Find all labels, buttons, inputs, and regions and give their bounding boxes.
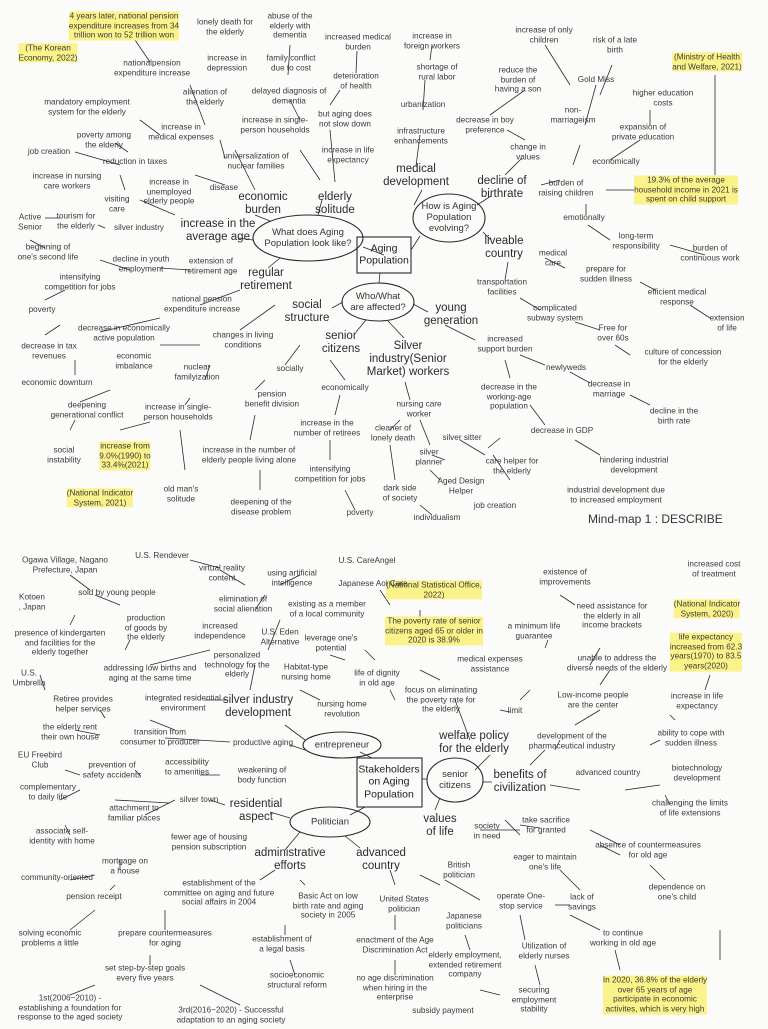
node-job-creation-bottom: job creation [473, 501, 517, 511]
node-higher-education-costs: higher education costs [632, 88, 694, 107]
node-individualism: individualism [413, 513, 461, 523]
node-medical-expenses-assistance: medical expenses assistance [457, 654, 523, 673]
node-infrastructure-enhancements: infrastructure enhancements [394, 126, 448, 145]
node-using-ai: using artificial intelligence [267, 568, 317, 587]
silver-industry-development-node: silver industry development [222, 693, 294, 719]
node-increase-foreign-workers: increase in foreign workers [404, 31, 460, 50]
node-elderly-rent-house: the elderly rent their own house [41, 722, 99, 741]
node-abuse: abuse of the elderly with dementia [267, 11, 313, 40]
node-increase-elderly-alone: increase in the number of elderly people living alone [201, 445, 297, 464]
node-decline-youth-employment: decline in youth employment [112, 254, 170, 273]
node-increase-unemployed: increase in unemployed elderly people [143, 177, 195, 206]
welfare-policy-node: welfare policy for the elderly [439, 729, 509, 755]
node-deepening-generational-conflict: deepening generational conflict [50, 400, 124, 419]
node-deepening-disease: deepening of the disease problem [230, 497, 292, 516]
node-eager-maintain-life: eager to maintain one's life [513, 852, 577, 871]
node-japanese-politicians: Japanese politicians [446, 911, 482, 930]
node-biotechnology-development: biotechnology development [671, 763, 723, 782]
node-socioeconomic-reform: socioeconomic structural reform [267, 970, 327, 989]
node-presence-kindergarten: presence of kindergarten and facilities for the elderly together [14, 628, 106, 657]
node-hindering-industrial-development: hindering industrial development [599, 455, 669, 474]
node-lack-of-savings: lack of savings [568, 892, 596, 911]
node-complicated-subway: complicated subway system [527, 303, 583, 322]
node-basic-act-2005: Basic Act on low birth rate and aging society in 2005 [292, 891, 364, 920]
what-does-aging-look-like-node: What does Aging Population look like? [264, 226, 352, 249]
node-prevention-accidents: prevention of safety accidents [82, 760, 142, 779]
node-ogawa-village: Ogawa Village, Nagano Prefecture, Japan [22, 555, 108, 574]
node-increase-life-expectancy-2: increase in life expectancy [670, 691, 724, 710]
node-aging-not-slow: but aging does not slow down [318, 109, 372, 128]
increase-average-age-node: increase in the average age [180, 217, 256, 243]
node-increase-single-households: increase in single- person households [143, 402, 213, 421]
node-eu-freebird-club: EU Freebird Club [17, 750, 63, 769]
node-us-politician: United States politician [379, 894, 429, 913]
node-increased-support-burden: increased support burden [477, 334, 533, 353]
node-operate-one-stop: operate One- stop service [496, 891, 546, 910]
node-national-pension-expenditure: national pension expenditure increase [163, 294, 241, 313]
node-integrated-residential: integrated residential environment [144, 693, 222, 712]
node-dark-side-society: dark side of society [382, 483, 418, 502]
source-korean-economy: (The Korean Economy, 2022) [18, 43, 78, 62]
node-non-marriageism: non- marriageism [550, 105, 596, 124]
node-silver-town: silver town [179, 795, 219, 805]
source-national-indicator-2021: (National Indicator System, 2021) [66, 488, 134, 507]
regular-retirement-node: regular retirement [240, 266, 292, 292]
node-aged-design-helper: Aged Design Helper [437, 476, 485, 495]
node-decrease-tax-revenues: decrease in tax revenues [21, 341, 77, 360]
node-limit: limit [507, 706, 523, 716]
node-sold-by-young-people: sold by young people [78, 588, 156, 598]
node-industrial-development-employment: industrial development due to increased employment [567, 485, 665, 504]
senior-citizens-map2-node: senior citizens [439, 768, 471, 791]
node-transportation-facilities: transportation facilities [476, 277, 528, 296]
who-what-affected-node: Who/What are affected? [350, 290, 406, 313]
node-solving-economic-problems: solving economic problems a little [18, 928, 82, 947]
node-take-sacrifice: take sacrifice for granted [522, 815, 570, 834]
node-pension-receipt: pension receipt [66, 892, 122, 902]
node-care-helper: care helper for the elderly [485, 456, 539, 475]
aging-population-node: Aging Population [359, 242, 409, 267]
node-us-eden-alternative: U.S. Eden Alternative [260, 627, 300, 646]
stat-elderly-employment: In 2020, 36.8% of the elderly over 65 years of age participate in economic activites, which is very high [602, 975, 708, 1014]
node-nursing-home-revolution: nursing home revolution [317, 699, 367, 718]
node-need-assistance: need assistance for the elderly in all income brackets [576, 601, 648, 630]
node-increase-depression: increase in depression [206, 53, 248, 72]
node-pension-benefit-division: pension benefit division [244, 389, 300, 408]
node-reduction-taxes: reduction in taxes [102, 157, 168, 167]
node-subsidy-payment: subsidy payment [412, 1006, 474, 1016]
decline-of-birthrate-node: decline of birthrate [477, 174, 527, 200]
politician-node: Politician [310, 816, 350, 828]
node-disease: disease [209, 183, 239, 193]
node-retiree-helper: Retiree provides helper services [53, 694, 113, 713]
node-universalization-nuclear: universalization of nuclear families [223, 151, 289, 170]
node-shortage-rural-labor: shortage of rural labor [416, 62, 458, 81]
node-changes-living-conditions: changes in living conditions [212, 330, 274, 349]
node-increase-only-children: increase of only children [515, 25, 573, 44]
node-no-age-discrimination: no age discrimination when hiring in the enterprise [356, 973, 434, 1002]
node-culture-of-concession: culture of concession for the elderly [644, 347, 722, 366]
node-dependence-on-child: dependence on one's child [648, 882, 706, 901]
node-emotionally: emotionally [563, 213, 605, 223]
node-virtual-reality: virtual reality content [199, 563, 245, 582]
stat-single-households: increase from 9.0%(1990) to 33.4%(2021) [99, 441, 151, 470]
economic-burden-node: economic burden [238, 190, 288, 216]
node-decrease-active-population: decrease in economically active population [78, 323, 170, 342]
node-third-phase: 3rd(2016~2020) - Successful adaptation to an aging society [176, 1005, 286, 1024]
node-job-creation: job creation [27, 147, 71, 157]
node-elderly-employment-company: elderly employment, extended retirement company [428, 950, 502, 979]
node-silver-sitter: silver sitter [442, 433, 482, 443]
node-personalized-technology: personalized technology for the elderly [204, 650, 270, 679]
node-economically-mid: economically [321, 383, 369, 393]
node-existence-improvements: existence of improvements [539, 567, 591, 586]
node-social-instability: social instability [47, 445, 81, 464]
node-mortgage-house: mortgage on a house [102, 856, 148, 875]
node-gold-miss: Gold Miss [577, 75, 615, 85]
advanced-country-node: advanced country [356, 846, 406, 872]
node-poverty-among-elderly: poverty among the elderly [76, 130, 132, 149]
node-urbanization: urbanization [400, 100, 446, 110]
values-of-life-node: values of life [423, 812, 457, 838]
node-addressing-low-births: addressing low births and aging at the same time [103, 663, 197, 682]
node-burden-raising-children: burden of raising children [538, 178, 594, 197]
node-socially: socially [276, 364, 304, 374]
node-securing-employment-stability: securing employment stability [511, 985, 557, 1014]
node-intensifying-competition-top: intensifying competition for jobs [44, 272, 116, 291]
administrative-efforts-node: administrative efforts [254, 846, 326, 872]
node-enactment-age-act: enactment of the Age Discrimination Act [356, 935, 434, 954]
social-structure-node: social structure [284, 298, 330, 324]
node-mandatory-employment: mandatory employment system for the elderly [44, 97, 130, 116]
senior-citizens-node: senior citizens [321, 329, 361, 355]
node-development-pharmaceutical: development of the pharmaceutical industry [528, 731, 616, 750]
node-kotoen-japan: Kotoen , Japan [18, 592, 46, 611]
node-reduce-burden-son: reduce the burden of having a son [494, 65, 542, 94]
node-accessibility-amenities: accessibility to amenities [164, 757, 210, 776]
node-existing-member: existing as a member of a local community [288, 599, 366, 618]
node-transition-consumer-producer: transition from consumer to producer [120, 727, 200, 746]
stat-child-support: 19.3% of the average household income in 2021 is spent on child support [634, 175, 738, 204]
node-focus-eliminating-poverty: focus on eliminating the poverty rate for the elderly [404, 685, 478, 714]
stakeholders-node: Stakeholders on Aging Population [358, 763, 420, 801]
node-increased-independence: increased independence [194, 621, 246, 640]
node-alienation: alienation of the elderly [182, 87, 228, 106]
medical-development-node: medical development [383, 162, 449, 188]
node-productive-aging: productive aging [232, 738, 294, 748]
how-is-aging-evolving-node: How is Aging Population evolving? [421, 201, 477, 235]
node-silver-industry: silver industry [113, 223, 165, 233]
node-deterioration-health: deterioration of health [333, 71, 379, 90]
node-leverage-potential: leverage one's potential [304, 633, 358, 652]
node-us-umbrella: U.S. Umbrella [12, 668, 46, 687]
node-poverty-bottom: poverty [346, 508, 374, 518]
node-us-rendever: U.S. Rendever [135, 551, 189, 561]
node-complementary-daily-life: complementary to daily life [20, 782, 76, 801]
node-utilization-elderly-nurses: Utilization of elderly nurses [518, 941, 570, 960]
node-advanced-country-right: advanced country [575, 768, 641, 778]
node-economically-top: economically [592, 157, 640, 167]
node-british-politician: British politician [443, 860, 475, 879]
node-challenging-limits: challenging the limits of life extensions [651, 798, 729, 817]
node-attachment-familiar-places: attachment to familiar places [107, 803, 161, 822]
node-decrease-working-age: decrease in the working-age population [481, 382, 537, 411]
node-production-of-goods: production of goods by the elderly [124, 613, 168, 642]
silver-industry-workers-node: Silver industry(Senior Market) workers [366, 340, 450, 379]
node-decrease-in-marriage: decrease in marriage [587, 379, 631, 398]
mind-map-1-caption: Mind-map 1 : DESCRIBE [588, 512, 723, 526]
node-delayed-diagnosis: delayed diagnosis of dementia [251, 86, 327, 105]
node-risk-late-birth: risk of a late birth [592, 35, 638, 54]
residential-aspect-node: residential aspect [229, 797, 283, 823]
young-generation-node: young generation [423, 301, 479, 327]
node-expansion-private-education: expansion of private education [611, 122, 675, 141]
node-life-of-dignity: life of dignity in old age [354, 668, 400, 687]
node-economic-downturn: economic downturn [21, 378, 93, 388]
node-japanese-aoi-care: Japanese Aoi Care [338, 579, 408, 589]
node-set-step-goals: set step-by-step goals every five years [104, 963, 186, 982]
node-low-income-center: Low-income people are the center [557, 690, 629, 709]
node-free-over-60s: Free for over 60s [597, 323, 629, 342]
node-newlyweds: newlyweds [545, 363, 587, 373]
node-nuclear-familyization: nuclear familyization [174, 362, 220, 381]
node-decline-birth-rate: decline in the birth rate [649, 406, 699, 425]
node-minimum-life-guarantee: a minimum life guarantee [507, 621, 561, 640]
liveable-country-node: liveable country [484, 234, 524, 260]
node-unable-address-needs: unable to address the diverse needs of the elderly [566, 653, 668, 672]
entrepreneur-node: entrepreneur [314, 739, 370, 751]
node-increase-medical-expenses: increase in medical expenses [148, 122, 214, 141]
node-poverty-left: poverty [28, 305, 56, 315]
node-tourism-elderly: tourism for the elderly [56, 211, 96, 230]
stat-pension-increase: 4 years later, national pension expenditure increases from 34 trillion won to 52 trillion won [68, 11, 180, 40]
node-establishment-committee: establishment of the committee on aging and future social affairs in 2004 [163, 878, 275, 907]
source-national-statistical-office: (National Statistical Office, 2022) [386, 580, 482, 599]
node-old-mans-solitude: old man's solitude [163, 484, 199, 503]
node-extension-retirement-age: extension of retirement age [184, 256, 238, 275]
node-prepare-countermeasures: prepare countermeasures for aging [118, 928, 212, 947]
node-economic-imbalance: economic imbalance [115, 351, 153, 370]
node-associate-self-identity: associate self- identity with home [29, 826, 95, 845]
node-beginning-second-life: beginning of one's second life [17, 242, 79, 261]
node-change-in-values: change in values [510, 142, 546, 161]
node-nursing-care-worker: nursing care worker [396, 399, 442, 418]
node-absence-countermeasures: absence of countermeasures for old age [595, 840, 701, 859]
node-continue-working: to continue working in old age [590, 928, 656, 947]
node-community-oriented: community-oriented [21, 873, 93, 883]
benefits-of-civilization-node: benefits of civilization [493, 768, 547, 794]
source-ministry-health: (Ministry of Health and Welfare, 2021) [672, 52, 742, 71]
node-ability-cope-illness: ability to cope with sudden illness [657, 728, 725, 747]
node-decrease-in-gdp: decrease in GDP [530, 426, 594, 436]
node-national-pension-increase: nationalpension expenditure increase [113, 58, 191, 77]
node-family-conflict: family conflict due to cost [266, 53, 316, 72]
node-habitat-nursing-home: Habitat-type nursing home [281, 662, 331, 681]
node-prepare-sudden-illness: prepare for sudden illness [580, 264, 632, 283]
node-visiting-care: visiting care [104, 194, 130, 213]
node-increase-single-households-top: increase in single- person households [240, 115, 310, 134]
stat-poverty-rate: The poverty rate of senior citizens aged 65 or older in 2020 is 38.9% [385, 616, 483, 645]
node-long-term-responsibility: long-term responsibility [612, 231, 660, 250]
node-increase-life-expectancy: increase in life expectancy [321, 145, 375, 164]
node-elimination-alienation: elimination of social alienation [213, 594, 273, 613]
elderly-solitude-node: elderly solitude [315, 190, 355, 216]
node-fewer-age-housing-pension: fewer age of housing pension subscription [170, 832, 248, 851]
node-silver-planner: silver planner [415, 447, 443, 466]
node-efficient-medical-response: efficient medical response [647, 287, 707, 306]
node-burden-continuous-work: burden of continuous work [680, 243, 740, 262]
node-decrease-boy-preference: decrease in boy preference [456, 115, 514, 134]
node-lonely-death: lonely death for the elderly [197, 17, 253, 36]
node-us-careangel: U.S. CareAngel [338, 556, 396, 566]
node-active-senior: Active Senior [18, 212, 42, 231]
node-society-in-need: society in need [473, 821, 501, 840]
node-increase-nursing-workers: increase in nursing care workers [32, 171, 102, 190]
node-intensifying-competition: intensifying competition for jobs [294, 464, 366, 483]
node-increased-medical-burden: increased medical burden [325, 32, 391, 51]
node-extension-of-life: extension of life [709, 313, 745, 332]
node-cleaner-lonely-death: cleaner of lonely death [370, 423, 416, 442]
node-weakening-body-function: weakening of body function [237, 765, 287, 784]
node-first-phase: 1st(2006~2010) - establishing a foundation for response to the aged society [17, 993, 123, 1022]
node-increase-retirees: increase in the number of retirees [293, 418, 361, 437]
node-establishment-legal-basis: establishment of a legal basis [252, 934, 312, 953]
stat-life-expectancy: life expectancy increased from 62.3 years(1970) to 83.5 years(2020) [669, 632, 743, 671]
source-national-indicator-2020: (National Indicator System, 2020) [673, 599, 741, 618]
node-increased-cost-treatment: increased cost of treatment [687, 559, 741, 578]
node-medical-care: medical care [538, 248, 568, 267]
